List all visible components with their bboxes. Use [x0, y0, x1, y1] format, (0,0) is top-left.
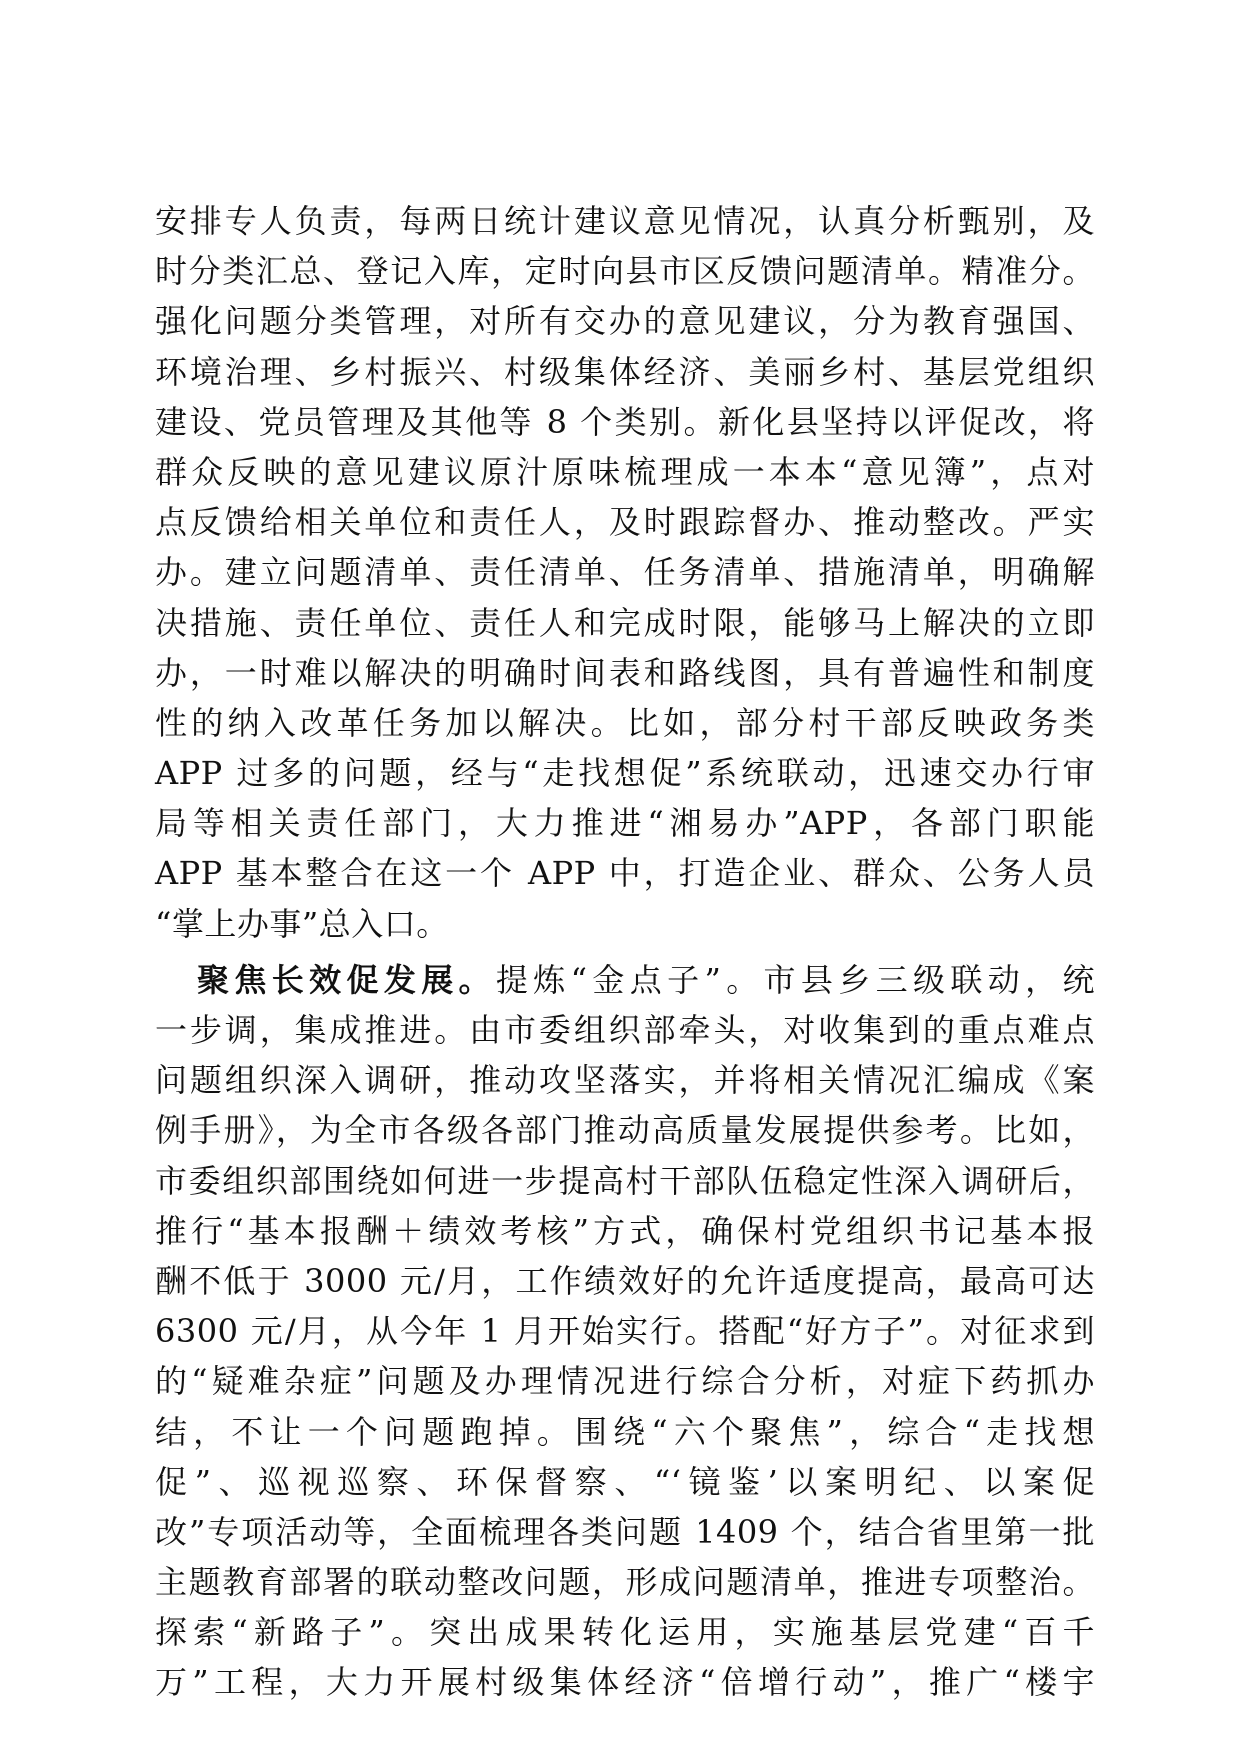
- text-line: 问题组织深入调研，推动攻坚落实，并将相关情况汇编成《案: [155, 1061, 1095, 1100]
- paragraph-1: [155, 196, 1095, 949]
- text-line: APP 过多的问题，经与“走找想促”系统联动，迅速交办行审: [155, 754, 1095, 793]
- section-heading: 聚焦长效促发展。: [197, 960, 496, 999]
- text-line: 改”专项活动等，全面梳理各类问题 1409 个，结合省里第一批: [155, 1512, 1095, 1551]
- text-line: 6300 元/月，从今年 1 月开始实行。搭配“好方子”。对征求到: [155, 1312, 1095, 1351]
- document-body: [155, 196, 1095, 1708]
- text-line: 主题教育部署的联动整改问题，形成问题清单，推进专项整治。: [155, 1563, 1095, 1602]
- text-line: 安排专人负责，每两日统计建议意见情况，认真分析甄别，及: [155, 202, 1095, 240]
- text-line: 办，一时难以解决的明确时间表和路线图，具有普遍性和制度: [155, 653, 1095, 692]
- text-line: 万”工程，大力开展村级集体经济“倍增行动”，推广“楼宇: [155, 1663, 1095, 1702]
- text-line: 决措施、责任单位、责任人和完成时限，能够马上解决的立即: [155, 603, 1095, 642]
- text-line: 例手册》，为全市各级各部门推动高质量发展提供参考。比如，: [155, 1111, 1095, 1150]
- text-line: 办。建立问题清单、责任清单、任务清单、措施清单，明确解: [155, 553, 1095, 592]
- text-line: 的“疑难杂症”问题及办理情况进行综合分析，对症下药抓办: [155, 1362, 1095, 1401]
- text-line: APP 基本整合在这一个 APP 中，打造企业、群众、公务人员: [155, 854, 1095, 893]
- text-line: 点反馈给相关单位和责任人，及时跟踪督办、推动整改。严实: [155, 503, 1095, 542]
- text-line: 群众反映的意见建议原汁原味梳理成一本本“意见簿”，点对: [155, 452, 1095, 491]
- text-line: 建设、党员管理及其他等 8 个类别。新化县坚持以评促改，将: [155, 402, 1095, 441]
- text-line: 推行“基本报酬＋绩效考核”方式，确保村党组织书记基本报: [155, 1211, 1095, 1250]
- text-line: 探索“新路子”。突出成果转化运用，实施基层党建“百千: [155, 1613, 1095, 1652]
- paragraph-2-first-line: [155, 955, 1095, 1005]
- text-line: 酬不低于 3000 元/月，工作绩效好的允许适度提高，最高可达: [155, 1261, 1095, 1300]
- text-line: 促”、巡视巡察、环保督察、“‘镜鉴’以案明纪、以案促: [155, 1462, 1095, 1501]
- text-line: 一步调，集成推进。由市委组织部牵头，对收集到的重点难点: [155, 1011, 1095, 1049]
- text-line: “掌上办事”总入口。: [155, 904, 449, 943]
- text-line: 结，不让一个问题跑掉。围绕“六个聚焦”，综合“走找想: [155, 1412, 1095, 1451]
- text-line: 时分类汇总、登记入库，定时向县市区反馈问题清单。精准分。: [155, 252, 1095, 291]
- text-line: 局等相关责任部门，大力推进“湘易办”APP，各部门职能: [155, 804, 1095, 843]
- text-line-rest: 提炼“金点子”。市县乡三级联动，统: [495, 960, 1095, 999]
- paragraph-2: [155, 955, 1095, 1708]
- text-line: 环境治理、乡村振兴、村级集体经济、美丽乡村、基层党组织: [155, 352, 1095, 391]
- text-line: 强化问题分类管理，对所有交办的意见建议，分为教育强国、: [155, 302, 1095, 341]
- text-line: 性的纳入改革任务加以解决。比如，部分村干部反映政务类: [155, 703, 1095, 742]
- text-line: 市委组织部围绕如何进一步提高村干部队伍稳定性深入调研后，: [155, 1161, 1095, 1200]
